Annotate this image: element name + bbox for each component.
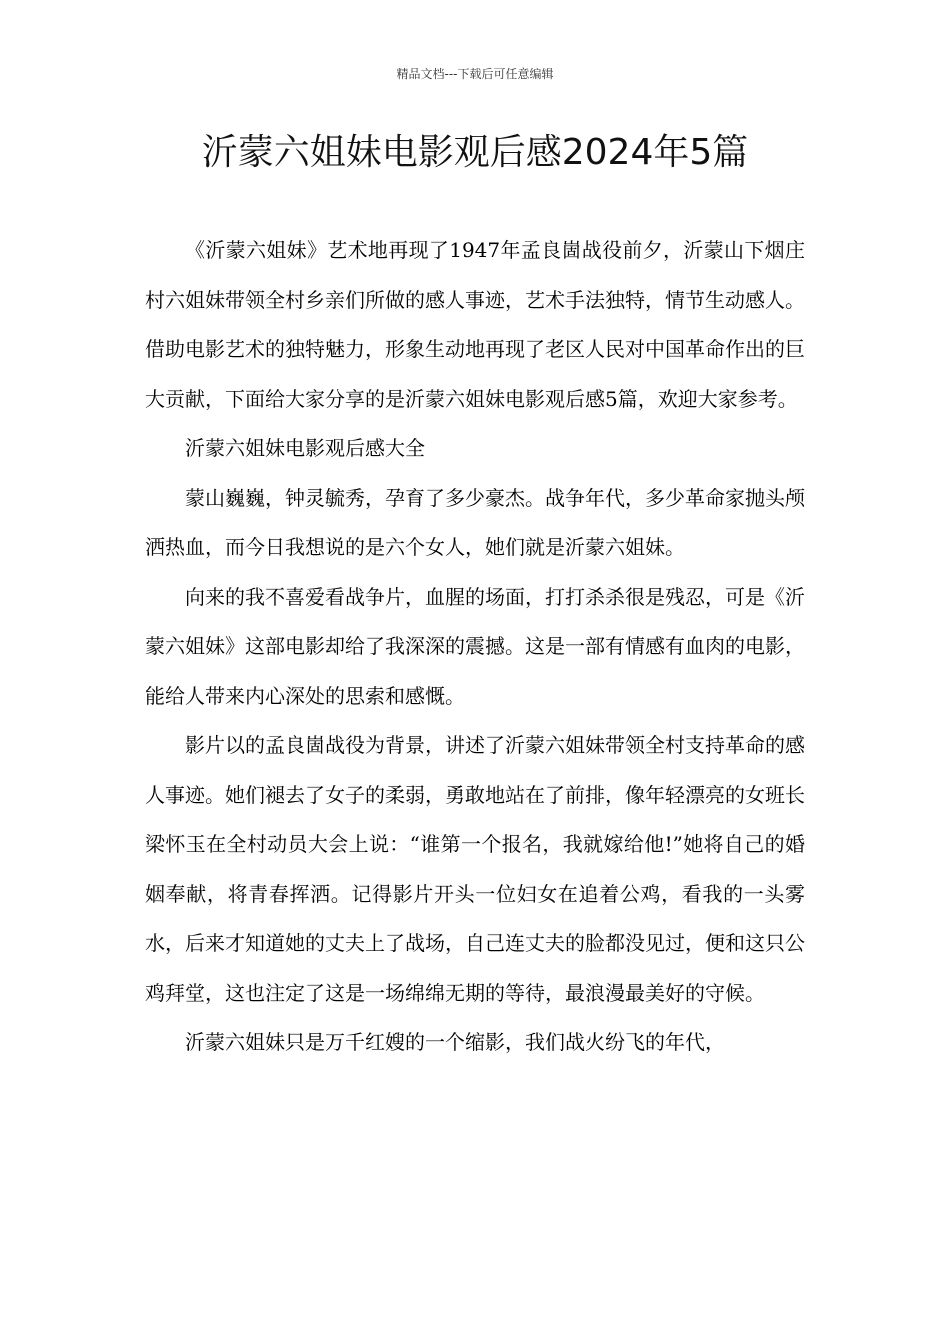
- document-title: 沂蒙六姐妹电影观后感2024年5篇: [201, 132, 749, 173]
- intro-paragraph: 《沂蒙六姐妹》艺术地再现了1947年孟良崮战役前夕，沂蒙山下烟庄村六姐妹带领全村乡亲们所做的感人事迹，艺术手法独特，情节生动感人。借助电影艺术的独特魅力，形象生动地再现了老区人民对中国革命作出的巨大贡献，下面给大家分享的是沂蒙六姐妹电影观后感5篇，欢迎大家参考。: [145, 238, 805, 411]
- section-heading: 沂蒙六姐妹电影观后感大全: [185, 436, 425, 460]
- page-header: 精品文档---下载后可任意编辑: [396, 67, 554, 81]
- document-body: [145, 226, 805, 1068]
- body-paragraph: 影片以的孟良崮战役为背景，讲述了沂蒙六姐妹带领全村支持革命的感人事迹。她们褪去了女子的柔弱，勇敢地站在了前排，像年轻漂亮的女班长梁怀玉在全村动员大会上说：“谁第一个报名，我就嫁给他!”她将自己的婚姻奉献，将青春挥洒。记得影片开头一位妇女在追着公鸡，看我的一头雾水，后来才知道她的丈夫上了战场，自己连丈夫的脸都没见过，便和这只公鸡拜堂，这也注定了这是一场绵绵无期的等待，最浪漫最美好的守候。: [145, 733, 805, 1005]
- body-paragraph: 沂蒙六姐妹只是万千红嫂的一个缩影，我们战火纷飞的年代，: [185, 1030, 725, 1054]
- body-paragraph: 向来的我不喜爱看战争片，血腥的场面，打打杀杀很是残忍，可是《沂蒙六姐妹》这部电影却给了我深深的震撼。这是一部有情感有血肉的电影，能给人带来内心深处的思索和感慨。: [145, 584, 805, 708]
- body-paragraph: 蒙山巍巍，钟灵毓秀，孕育了多少豪杰。战争年代，多少革命家抛头颅洒热血，而今日我想说的是六个女人，她们就是沂蒙六姐妹。: [145, 485, 805, 559]
